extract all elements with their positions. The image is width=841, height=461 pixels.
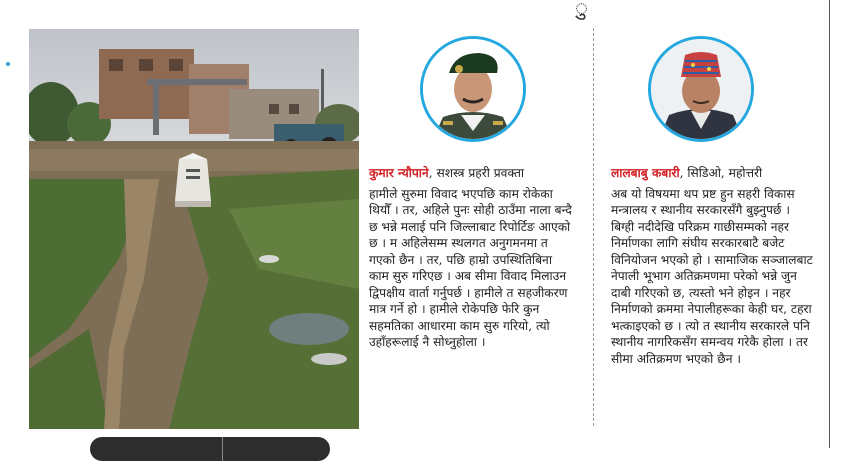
right-person-name: लालबाबु कबारी [611,166,680,180]
left-quote-text: हामीले सुरुमा विवाद भएपछि काम रोकेका थियौँ । तर, अहिले पुनः सोही ठाउँमा नाला बन्दै छ भन्ने मलाई पनि जिल्लाबाट रिपोर्टिङ आएको छ । म अहिलेसम्म स्थलगत अनुगमनमा त गएको छैन । तर, पछि हाम्रो उपस्थितिबिना काम सुरु गरिएछ । अब सीमा विवाद मिलाउन द्विपक्षीय वार्ता गर्नुपर्छ । हामीले त सहजीकरण मात्र गर्ने हो । हामीले रोकेपछि फेरि कुन सहमतिका आधारमा काम सुरु गरियो, त्यो उहाँहरूलाई नै सोध्नुहोला । [369,186,572,349]
left-portrait-avatar [420,36,526,142]
column-divider [593,28,594,426]
right-quote-column [611,165,816,367]
bottom-toolbar-pill[interactable] [90,437,330,461]
right-portrait-avatar [648,36,754,142]
right-quote-text: अब यो विषयमा थप प्रष्ट हुन सहरी विकास मन्त्रालय र स्थानीय सरकारसँगै बुझ्नुपर्छ । बिग्ही नदीदेखि परिक्रम गाछीसम्मको नहर निर्माणका लागि संघीय सरकारबाटै बजेट विनियोजन भएको हो । सामाजिक सञ्जालबाट नेपाली भूभाग अतिक्रमणमा परेको भन्ने जुन दाबी गरिएको छ, त्यस्तो भने होइन । नहर निर्माणको क्रममा नेपालीहरूका केही घर, टहरा भत्काइएको छ । त्यो त स्थानीय सरकारले पनि स्थानीय नागरिकसँग समन्वय गरेकै होला । तर सीमा अतिक्रमण भएको छैन । [611,186,813,366]
border-pillar-photo [29,29,359,429]
left-person-title: , सशस्त्र प्रहरी प्रवक्ता [428,166,525,180]
left-person-name: कुमार न्यौपाने [369,166,429,180]
left-quote-column [369,165,572,351]
left-byline [369,165,572,182]
column-rule [829,0,830,448]
right-byline [611,165,816,182]
right-person-title: , सिडिओ, महोत्तरी [679,166,763,180]
headline-fragment: ु [575,0,589,21]
bullet-dot [6,62,10,66]
toolbar-separator [222,437,223,461]
